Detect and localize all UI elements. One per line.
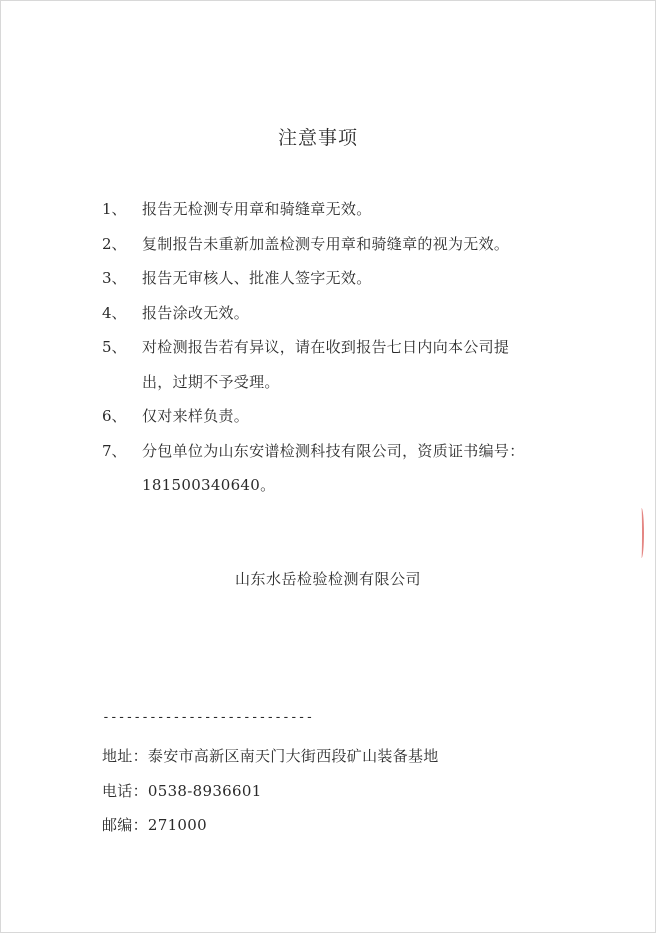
notice-text: 181500340640。 — [142, 476, 276, 494]
notice-number: 1、 — [102, 200, 127, 218]
seal-edge-mark — [639, 508, 644, 558]
notice-text: 分包单位为山东安谱检测科技有限公司，资质证书编号： — [142, 441, 525, 460]
notice-number: 5、 — [102, 338, 127, 356]
notice-body — [142, 192, 582, 227]
notice-text: 对检测报告若有异议，请在收到报告七日内向本公司提 — [142, 338, 510, 356]
notice-number: 2、 — [102, 234, 127, 253]
notice-text: 仅对来样负责。 — [142, 407, 250, 425]
page-title: 注意事项 — [277, 127, 358, 149]
notice-text: 出，过期不予受理。 — [142, 372, 280, 391]
notice-body — [142, 227, 582, 262]
notice-text: 报告涂改无效。 — [142, 303, 250, 322]
notice-item — [102, 261, 582, 296]
notice-body — [142, 434, 582, 503]
notice-text: 报告无检测专用章和骑缝章无效。 — [142, 200, 372, 218]
address-line: 地址：泰安市高新区南天门大街西段矿山装备基地 — [102, 747, 439, 765]
notice-list — [102, 192, 582, 503]
divider-line: --------------------------- — [102, 710, 314, 725]
company-name: 山东水岳检验检测有限公司 — [234, 570, 421, 588]
notice-body — [142, 330, 582, 399]
notice-body — [142, 399, 582, 434]
notice-item — [102, 192, 582, 227]
notice-body — [142, 296, 582, 331]
notice-number: 4、 — [102, 303, 127, 322]
notice-item — [102, 330, 582, 399]
notice-item — [102, 296, 582, 331]
contact-block — [102, 739, 439, 843]
notice-text: 复制报告未重新加盖检测专用章和骑缝章的视为无效。 — [142, 234, 510, 253]
notice-item — [102, 399, 582, 434]
notice-item — [102, 227, 582, 262]
notice-text: 报告无审核人、批准人签字无效。 — [142, 269, 372, 287]
notice-number: 3、 — [102, 269, 127, 287]
notice-item — [102, 434, 582, 503]
notice-number: 7、 — [102, 441, 127, 460]
notice-number: 6、 — [102, 407, 127, 425]
postcode-line: 邮编：271000 — [102, 816, 207, 834]
phone-line: 电话：0538-8936601 — [102, 781, 262, 800]
notice-body — [142, 261, 582, 296]
